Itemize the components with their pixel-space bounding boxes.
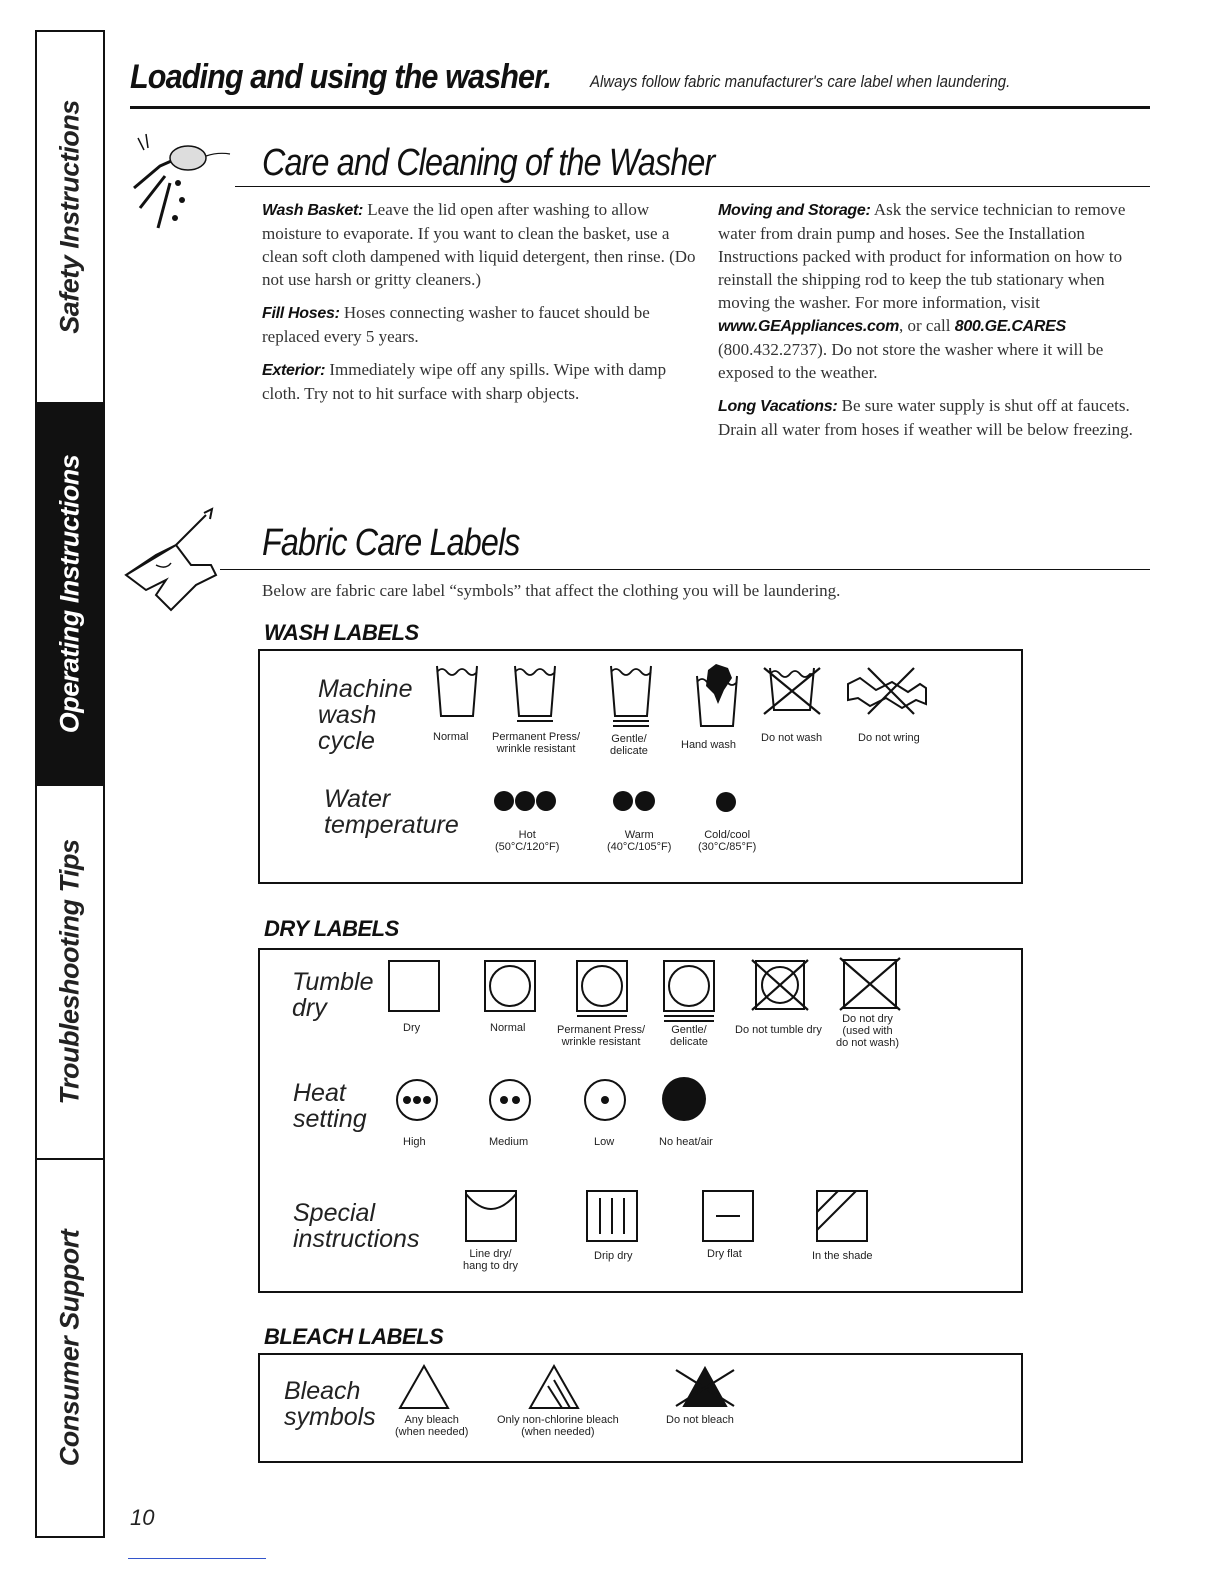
- caption: Dry flat: [707, 1248, 742, 1260]
- tab-operating-instructions[interactable]: [37, 404, 103, 786]
- caption: Low: [594, 1136, 615, 1148]
- wash-gentle-icon: [610, 664, 652, 730]
- tumble-dry-label: [292, 969, 374, 1021]
- do-not-dry-icon: [838, 958, 902, 1012]
- tab-label: Consumer Support: [54, 1229, 85, 1467]
- wash-basket-paragraph: [262, 198, 697, 291]
- wash-normal-icon: [436, 664, 478, 724]
- cold-water-icon: [715, 791, 737, 813]
- exterior-label: Exterior:: [262, 362, 326, 379]
- caption: [836, 1013, 899, 1049]
- shirt-icon: [116, 505, 226, 615]
- header-rule: [130, 106, 1150, 109]
- label-line: wash: [318, 701, 377, 729]
- do-not-wring-icon: [846, 664, 928, 716]
- caption-line: delicate: [610, 745, 648, 757]
- caption: Normal: [433, 731, 469, 743]
- caption: [607, 829, 671, 853]
- caption-line: Only non-chlorine bleach: [497, 1414, 619, 1426]
- wash-basket-text: Leave the lid open after washing to allow moisture to evaporate. If you want to clean the basket, use a clean soft cloth dampened with liquid detergent, then rinse. (Do not use harsh or gritty cleaners.): [262, 200, 696, 289]
- exterior-text: Immediately wipe off any spills. Wipe with damp cloth. Try not to hit surface with sharp objects.: [262, 360, 667, 403]
- moving-text: (800.432.2737). Do not store the washer where it will be exposed to the weather.: [718, 340, 1104, 382]
- caption-line: Permanent Press/: [557, 1024, 646, 1036]
- fabric-rule: [220, 569, 1150, 570]
- caption: Do not bleach: [666, 1414, 734, 1426]
- caption: Do not tumble dry: [735, 1024, 822, 1036]
- caption-line: wrinkle resistant: [496, 743, 576, 755]
- caption-line: Do not dry: [842, 1013, 893, 1025]
- caption: Dry: [403, 1022, 421, 1034]
- label-line: Tumble: [292, 968, 374, 996]
- tab-consumer-support[interactable]: [37, 1160, 103, 1536]
- tumble-permanent-press-icon: [576, 960, 628, 1018]
- caption: [610, 733, 648, 757]
- moving-label: Moving and Storage:: [718, 202, 871, 219]
- tab-label: Operating Instructions: [54, 454, 85, 734]
- vacations-label: Long Vacations:: [718, 398, 838, 415]
- water-temperature-label: [324, 786, 459, 838]
- wash-permanent-press-icon: [514, 664, 556, 724]
- caption-line: Gentle/: [611, 733, 647, 745]
- vacations-paragraph: [718, 394, 1148, 441]
- bleach-labels-heading: BLEACH LABELS: [264, 1324, 444, 1349]
- fill-hoses-text: Hoses connecting washer to faucet should be replaced every 5 years.: [262, 303, 650, 346]
- caption: Medium: [489, 1136, 529, 1148]
- care-rule: [235, 186, 1150, 187]
- caption-line: wrinkle resistant: [561, 1036, 641, 1048]
- caption-line: Line dry/: [469, 1248, 512, 1260]
- wash-basket-label: Wash Basket:: [262, 202, 364, 219]
- caption-line: (when needed): [521, 1426, 595, 1438]
- do-not-tumble-dry-icon: [750, 960, 810, 1012]
- label-line: Heat: [293, 1079, 346, 1107]
- moving-text: Ask the service technician to remove water from drain pump and hoses. See the Installation Instructions packed with product for information on how to reinstall the shipping rod to keep the tub stationary when moving the washer. For more information, visit: [718, 200, 1126, 312]
- do-not-wash-icon: [762, 664, 822, 718]
- page-number: 10: [130, 1505, 155, 1530]
- caption: In the shade: [812, 1250, 873, 1262]
- caption: Do not wring: [858, 732, 920, 744]
- label-line: temperature: [324, 811, 459, 839]
- tab-safety-instructions[interactable]: [37, 32, 103, 404]
- caption-line: Cold/cool: [704, 829, 751, 841]
- label-line: dry: [292, 994, 327, 1022]
- fill-hoses-paragraph: [262, 301, 697, 348]
- caption-line: Hot: [518, 829, 536, 841]
- page-title: Loading and using the washer.: [130, 58, 552, 96]
- caption-line: (used with: [842, 1025, 893, 1037]
- caption-line: do not wash): [836, 1037, 899, 1049]
- caption-line: (30°C/85°F): [698, 841, 757, 853]
- sponge-icon: [130, 128, 240, 248]
- caption-line: Permanent Press/: [492, 731, 581, 743]
- care-section-title: Care and Cleaning of the Washer: [262, 142, 715, 184]
- caption-line: Gentle/: [671, 1024, 707, 1036]
- caption-line: Any bleach: [404, 1414, 459, 1426]
- caption: [557, 1024, 645, 1048]
- care-right-column: [718, 198, 1148, 441]
- dry-in-shade-icon: [816, 1190, 868, 1242]
- caption: Do not wash: [761, 732, 823, 744]
- no-heat-icon: [661, 1076, 707, 1122]
- hot-water-icon: [494, 790, 556, 812]
- caption: [698, 829, 756, 853]
- tumble-gentle-icon: [663, 960, 715, 1024]
- fill-hoses-label: Fill Hoses:: [262, 305, 340, 322]
- side-tabs: [35, 30, 105, 1538]
- caption: [395, 1414, 468, 1438]
- caption: [497, 1414, 619, 1438]
- label-line: Machine: [318, 675, 413, 703]
- caption: [492, 731, 580, 755]
- footer-rule: [128, 1558, 266, 1559]
- heat-setting-label: [293, 1080, 367, 1132]
- dry-icon: [388, 960, 440, 1012]
- caption-line: (when needed): [395, 1426, 469, 1438]
- caption-line: (40°C/105°F): [607, 841, 672, 853]
- moving-text: , or call: [899, 316, 955, 335]
- dry-labels-heading: DRY LABELS: [264, 916, 399, 941]
- exterior-paragraph: [262, 358, 697, 405]
- fabric-intro: Below are fabric care label “symbols” that affect the clothing you will be laundering.: [262, 581, 841, 600]
- machine-wash-label: [318, 676, 413, 754]
- tab-troubleshooting-tips[interactable]: [37, 786, 103, 1160]
- caption: Normal: [490, 1022, 526, 1034]
- page-subtitle: Always follow fabric manufacturer's care label when laundering.: [590, 72, 1011, 91]
- caption-line: (50°C/120°F): [495, 841, 560, 853]
- label-line: symbols: [284, 1403, 376, 1431]
- dry-flat-icon: [702, 1190, 754, 1242]
- label-line: Bleach: [284, 1377, 361, 1405]
- website-link[interactable]: www.GEAppliances.com: [718, 318, 900, 335]
- care-left-column: [262, 198, 697, 405]
- tab-label: Troubleshooting Tips: [54, 839, 85, 1105]
- wash-labels-heading: WASH LABELS: [264, 620, 419, 645]
- heat-low-icon: [583, 1078, 627, 1122]
- caption: [670, 1024, 708, 1048]
- fabric-section-title: Fabric Care Labels: [262, 522, 520, 564]
- do-not-bleach-icon: [672, 1364, 738, 1410]
- label-line: Water: [324, 785, 391, 813]
- label-line: Special: [293, 1199, 375, 1227]
- caption: [495, 829, 559, 853]
- caption: Hand wash: [681, 739, 737, 751]
- caption: No heat/air: [659, 1136, 713, 1148]
- line-dry-icon: [465, 1190, 517, 1242]
- non-chlorine-bleach-icon: [528, 1364, 580, 1410]
- tab-label: Safety Instructions: [54, 100, 85, 334]
- warm-water-icon: [612, 790, 658, 812]
- tumble-normal-icon: [484, 960, 536, 1012]
- caption: [463, 1248, 518, 1272]
- drip-dry-icon: [586, 1190, 638, 1242]
- phone-number: 800.GE.CARES: [954, 318, 1066, 335]
- special-instructions-label: [293, 1200, 419, 1252]
- caption: High: [403, 1136, 426, 1148]
- label-line: setting: [293, 1105, 367, 1133]
- any-bleach-icon: [398, 1364, 450, 1410]
- bleach-symbols-label: [284, 1378, 376, 1430]
- heat-high-icon: [395, 1078, 439, 1122]
- heat-medium-icon: [488, 1078, 532, 1122]
- label-line: cycle: [318, 727, 375, 755]
- caption-line: delicate: [670, 1036, 708, 1048]
- moving-paragraph: [718, 198, 1148, 384]
- caption-line: hang to dry: [463, 1260, 519, 1272]
- vacations-text: Be sure water supply is shut off at faucets. Drain all water from hoses if weather will be below freezing.: [718, 396, 1133, 439]
- label-line: instructions: [293, 1225, 420, 1253]
- caption-line: Warm: [624, 829, 654, 841]
- hand-wash-icon: [694, 664, 740, 730]
- caption: Drip dry: [594, 1250, 633, 1262]
